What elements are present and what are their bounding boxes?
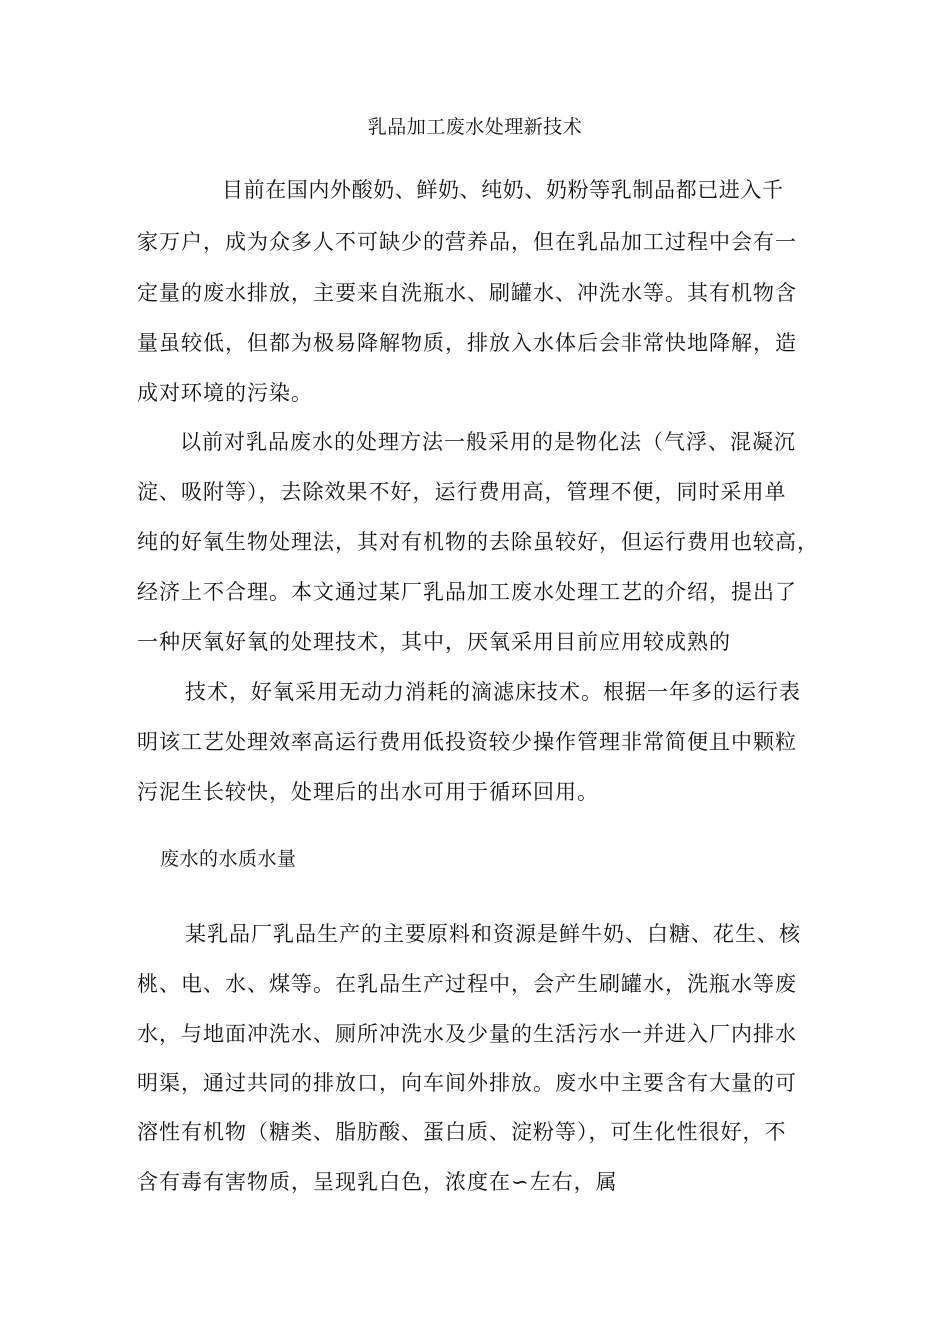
document-title: 乳品加工废水处理新技术 (367, 116, 583, 138)
paragraph-line: 技术，好氧采用无动力消耗的滴滤床技术。根据一年多的运行表 (185, 680, 801, 704)
paragraph-line: 家万户，成为众多人不可缺少的营养品，但在乳品加工过程中会有一 (137, 230, 797, 254)
paragraph-line: 定量的废水排放，主要来自洗瓶水、刷罐水、冲洗水等。其有机物含 (137, 281, 797, 305)
paragraph-line: 明该工艺处理效率高运行费用低投资较少操作管理非常简便且中颗粒 (137, 730, 797, 754)
paragraph-line: 淀、吸附等），去除效果不好，运行费用高，管理不便，同时采用单 (137, 480, 787, 504)
paragraph-line: 经济上不合理。本文通过某厂乳品加工废水处理工艺的介绍，提出了 (137, 580, 797, 604)
paragraph-line: 以前对乳品废水的处理方法一般采用的是物化法（气浮、混凝沉 (180, 430, 796, 454)
section-heading: 废水的水质水量 (160, 848, 297, 870)
paragraph-line: 量虽较低，但都为极易降解物质，排放入水体后会非常快地降解，造 (137, 331, 797, 355)
paragraph-line: 成对环境的污染。 (137, 381, 313, 405)
paragraph-line: 含有毒有害物质，呈现乳白色，浓度在∽左右，属 (137, 1170, 618, 1194)
paragraph-line: 污泥生长较快，处理后的出水可用于循环回用。 (137, 780, 599, 804)
paragraph-line: 纯的好氧生物处理法，其对有机物的去除虽较好，但运行费用也较高， (137, 530, 819, 554)
paragraph-line: 溶性有机物（糖类、脂肪酸、蛋白质、淀粉等），可生化性很好，不 (137, 1120, 787, 1144)
paragraph-line: 某乳品厂乳品生产的主要原料和资源是鲜牛奶、白糖、花生、核 (185, 922, 801, 946)
paragraph-line: 桃、电、水、煤等。在乳品生产过程中，会产生刷罐水，洗瓶水等废 (137, 972, 797, 996)
paragraph-line: 水，与地面冲洗水、厕所冲洗水及少量的生活污水一并进入厂内排水 (137, 1022, 797, 1046)
paragraph-line: 一种厌氧好氧的处理技术，其中，厌氧采用目前应用较成熟的 (137, 630, 731, 654)
paragraph-line: 目前在国内外酸奶、鲜奶、纯奶、奶粉等乳制品都已进入千 (222, 178, 784, 202)
paragraph-line: 明渠，通过共同的排放口，向车间外排放。废水中主要含有大量的可 (137, 1071, 797, 1095)
